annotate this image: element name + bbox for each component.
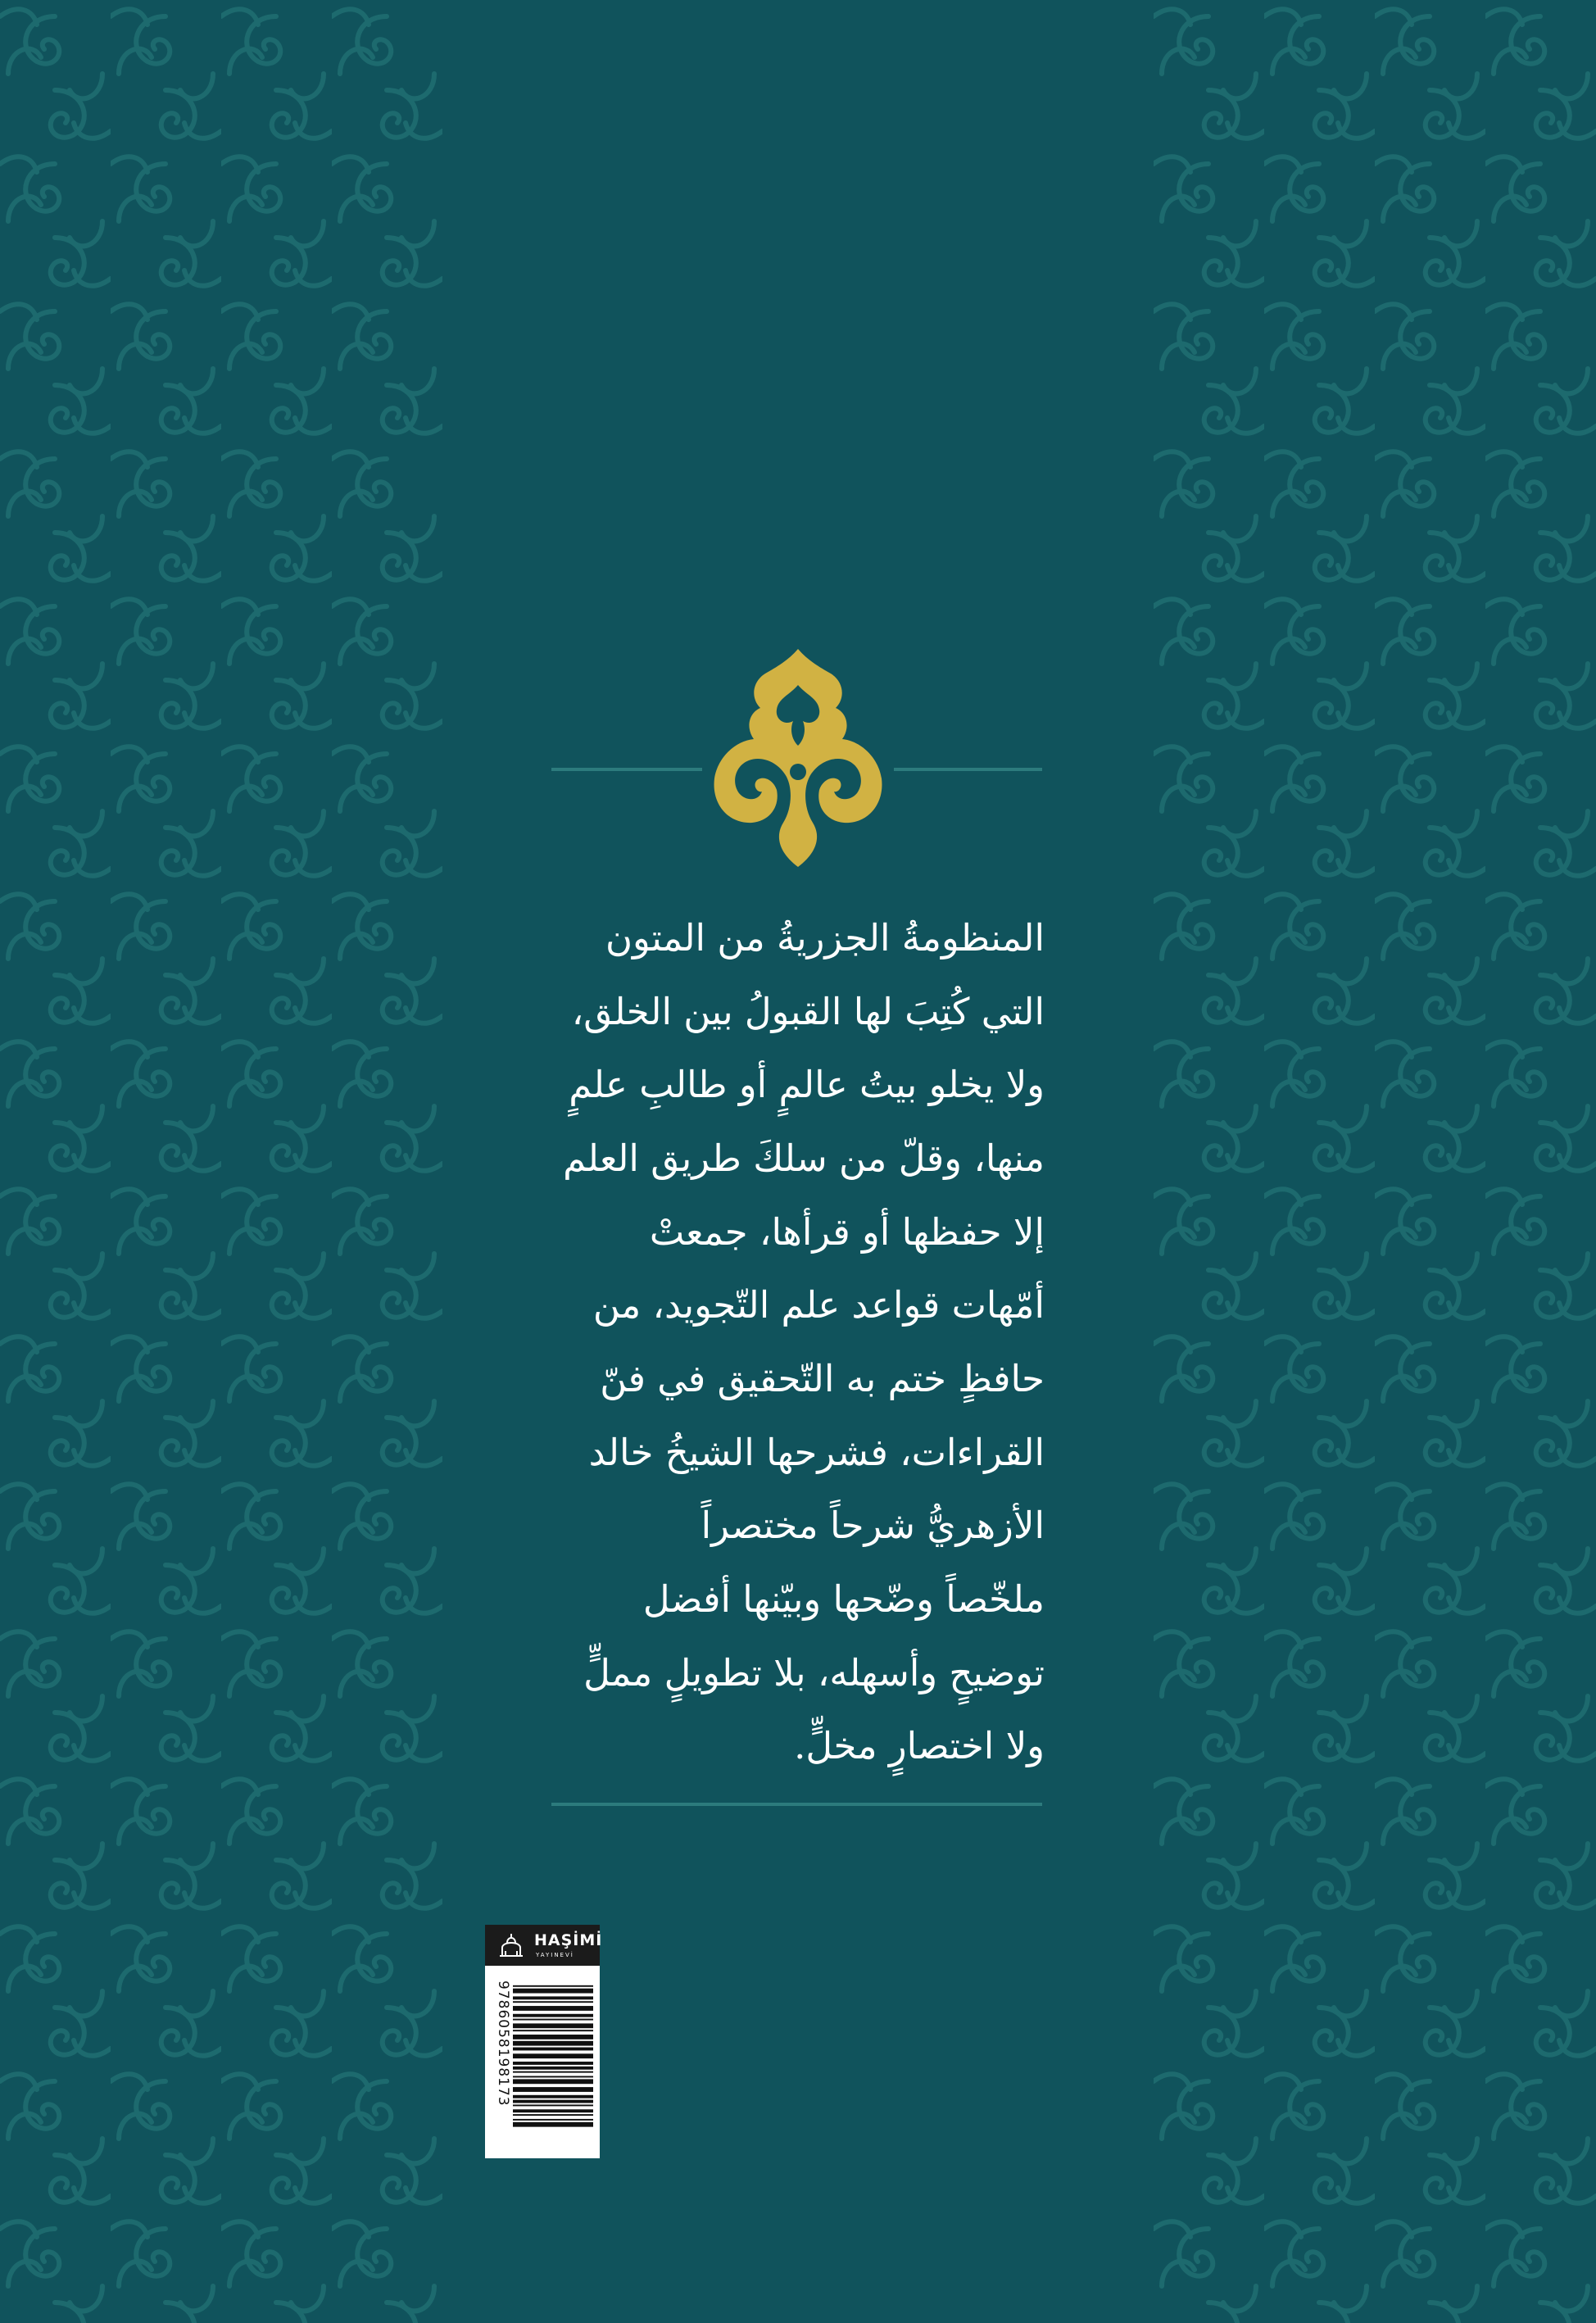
barcode-bar	[513, 1989, 593, 1994]
publisher-logo	[485, 1925, 603, 1966]
ornament-rule-left	[551, 768, 702, 771]
barcode-bars	[513, 1980, 593, 2144]
publisher-name: HAŞİMİ	[534, 1931, 603, 1949]
barcode-bar	[513, 2100, 593, 2103]
description-bottom-rule	[551, 1803, 1042, 1806]
description-line: منها، وقلّ من سلكَ طريق العلم	[563, 1137, 1045, 1181]
publisher-mosque-logo-icon	[495, 1931, 528, 1959]
description-line: ملخّصاً وضّحها وبيّنها أفضل	[642, 1577, 1045, 1622]
barcode-bar	[513, 2053, 593, 2058]
barcode-bar	[513, 2019, 593, 2021]
barcode-bar	[513, 2030, 593, 2031]
barcode-bar	[513, 2014, 593, 2017]
barcode-bar	[513, 2109, 593, 2112]
ornament-rule-right	[894, 768, 1042, 771]
barcode-bar	[513, 2114, 593, 2116]
barcode-bar	[513, 2062, 593, 2065]
description-line: أمّهات قواعد علم التّجويد، من	[592, 1283, 1045, 1327]
barcode-bar	[513, 1996, 593, 1999]
description-line: المنظومةُ الجزريةُ من المتون	[605, 916, 1045, 960]
barcode-bar	[513, 2122, 593, 2127]
right-arabesque-pattern	[1154, 0, 1596, 2323]
isbn-barcode-label: HAŞİMİ YAYINEVİ 9786058198173	[485, 1925, 600, 2158]
description-line: القراءات، فشرحها الشيخُ خالد	[588, 1430, 1045, 1474]
description-line: الأزهريُّ شرحاً مختصراً	[701, 1504, 1045, 1548]
barcode-bar	[513, 2095, 593, 2098]
description-line: إلا حفظها أو قرأها، جمعتْ	[649, 1209, 1045, 1254]
barcode-bar	[513, 2076, 593, 2078]
barcode-bar	[513, 2035, 593, 2039]
barcode-bar	[513, 2067, 593, 2070]
barcode-bar	[513, 2001, 593, 2003]
barcode-bar	[513, 2087, 593, 2092]
barcode-bar	[513, 2041, 593, 2046]
barcode-bar	[513, 2119, 593, 2121]
arabesque-ornament-icon	[706, 649, 890, 867]
barcode-bar	[513, 2079, 593, 2084]
barcode-bar	[513, 2071, 593, 2073]
description-line: حافظٍ ختم به التّحقيق في فنّ	[600, 1357, 1045, 1401]
barcode-bar	[513, 2023, 593, 2028]
publisher-subtitle: YAYINEVİ	[536, 1952, 574, 1958]
barcode-bar	[513, 2048, 593, 2051]
description-line: ولا اختصارٍ مخلٍّ.	[794, 1724, 1045, 1768]
barcode-bar	[513, 1985, 593, 1987]
description-line: توضيحٍ وأسهله، بلا تطويلٍ مملٍّ	[583, 1650, 1045, 1695]
barcode-bar	[513, 2104, 593, 2106]
back-cover-description	[551, 901, 1045, 1783]
barcode-bar	[513, 2006, 593, 2011]
description-line: التي كُتِبَ لها القبولُ بين الخلق،	[571, 989, 1045, 1033]
left-arabesque-pattern	[0, 0, 442, 2323]
description-line: ولا يخلو بيتُ عالمٍ أو طالبِ علمٍ	[569, 1063, 1045, 1107]
